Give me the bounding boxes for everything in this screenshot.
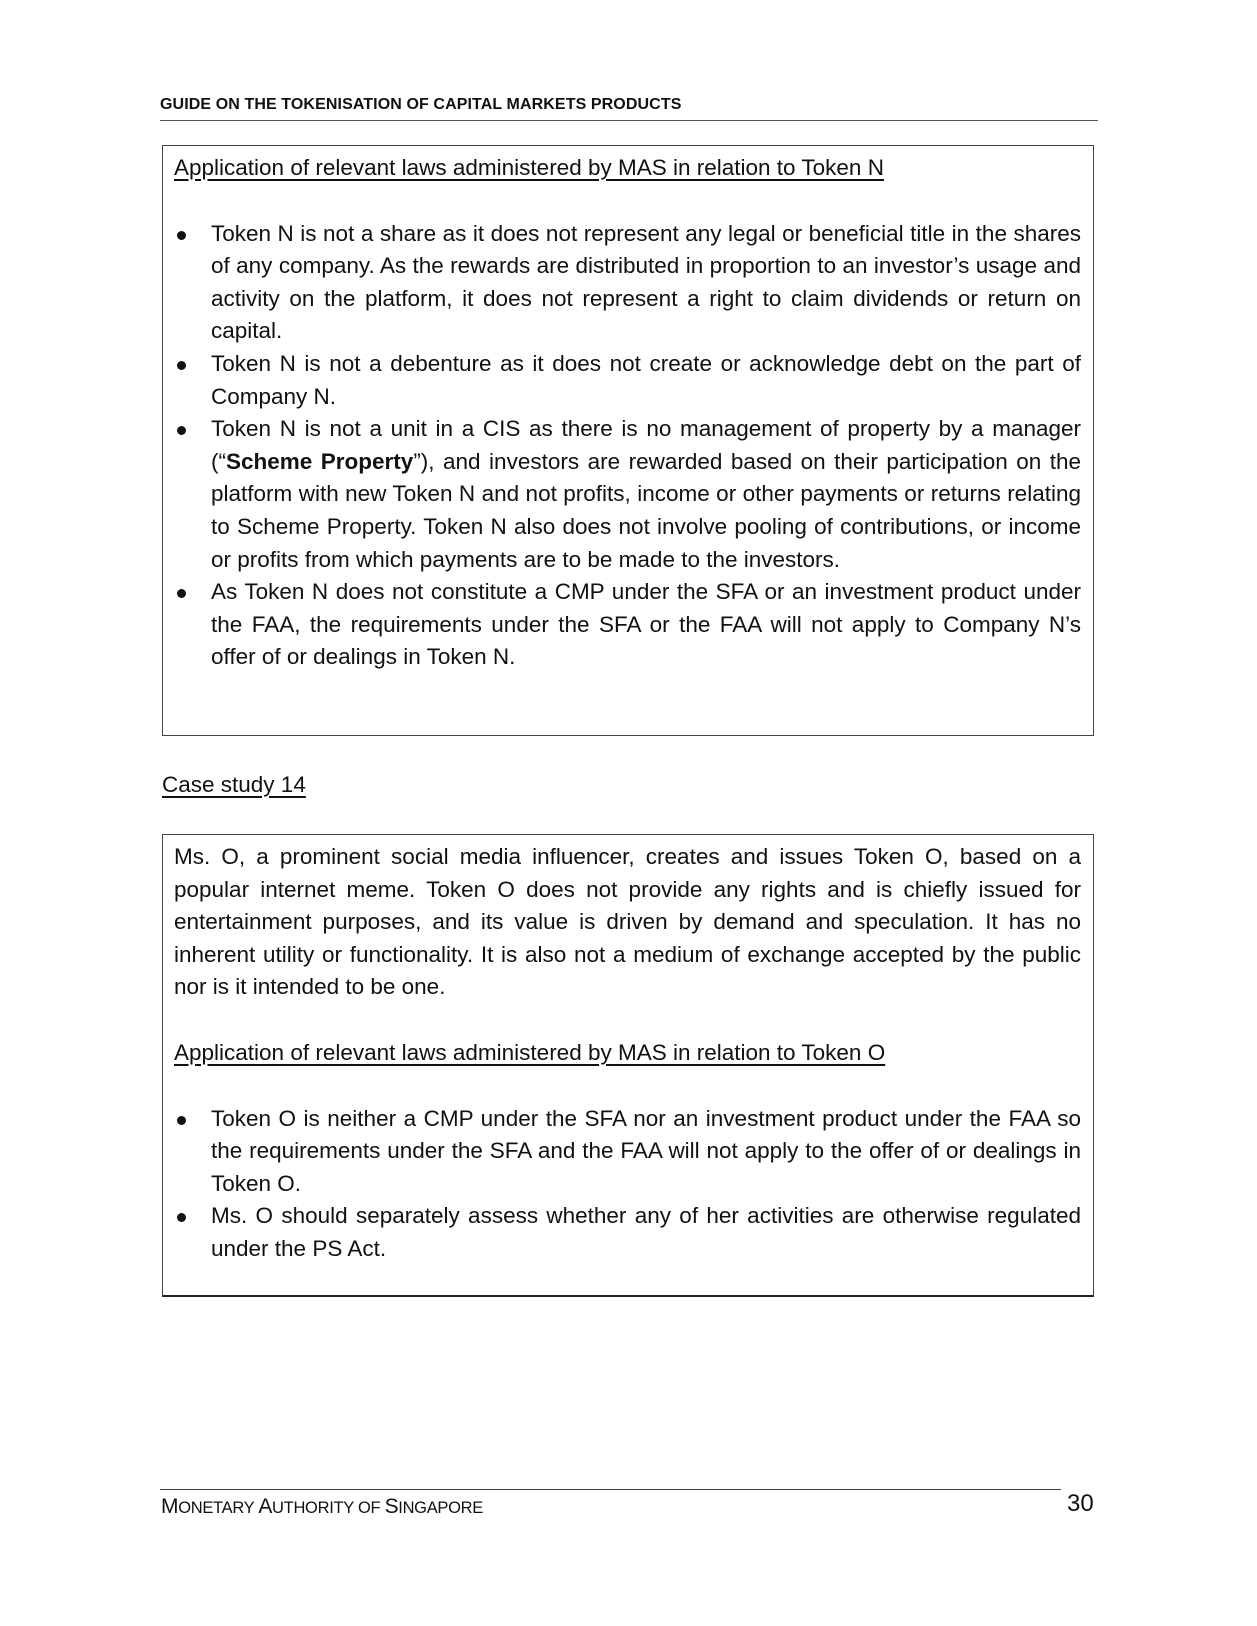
footer-divider: [160, 1489, 1061, 1490]
token-o-heading: Application of relevant laws administered by MAS in relation to Token O: [174, 1039, 886, 1065]
bullet-icon: [177, 426, 186, 435]
case-study-description: Ms. O, a prominent social media influencer, creates and issues Token O, based on a popular internet meme. Token O does not provide any rights and is chiefly issued for entertainment purposes, and its value is driven by demand and speculation. It has no inherent utility or functionality. It is also not a medium of exchange accepted by the public nor is it intended to be one.: [174, 844, 1081, 1000]
token-n-heading: Application of relevant laws administered by MAS in relation to Token N: [174, 155, 884, 180]
list-item: As Token N does not constitute a CMP under the SFA or an investment product under the FAA, the requirements under the SFA or the FAA will not apply to Company N’s offer of or dealings in Token N.: [174, 576, 1081, 674]
bullet-icon: [177, 1116, 186, 1125]
list-item: Ms. O should separately assess whether any of her activities are otherwise regulated under the PS Act.: [174, 1200, 1081, 1265]
bullet-icon: [177, 589, 186, 598]
case-study-title: Case study 14: [162, 772, 306, 797]
footer-organisation: MONETARY AUTHORITY OF SINGAPORE: [161, 1495, 483, 1518]
token-n-analysis-box: [162, 145, 1094, 736]
list-item: Token N is not a share as it does not represent any legal or beneficial title in the shares of any company. As the rewards are distributed in proportion to an investor’s usage and activity on the platform, it does not represent a right to claim dividends or return on capital.: [174, 218, 1081, 348]
list-item: Token N is not a debenture as it does not create or acknowledge debt on the part of Company N.: [174, 348, 1081, 413]
bullet-icon: [177, 1213, 186, 1222]
list-item: Token O is neither a CMP under the SFA nor an investment product under the FAA so the requirements under the SFA and the FAA will not apply to the offer of or dealings in Token O.: [174, 1103, 1081, 1201]
page-number: 30: [1067, 1490, 1094, 1517]
case-study-14-box: [162, 834, 1094, 1297]
bullet-icon: [177, 231, 186, 240]
list-item: Token N is not a unit in a CIS as there is no management of property by a manager (“Scheme Property”), and investors are rewarded based on their participation on the platform with new Token N and not profits, income or other payments or returns relating to Scheme Property. Token N also does not involve pooling of contributions, or income or profits from which payments are to be made to the investors.: [174, 413, 1081, 576]
token-o-bullet-list: [174, 1103, 1081, 1266]
running-header: GUIDE ON THE TOKENISATION OF CAPITAL MARKETS PRODUCTS: [160, 96, 1098, 121]
bullet-icon: [177, 361, 186, 370]
token-n-bullet-list: [174, 218, 1081, 674]
defined-term: Scheme Property: [226, 448, 414, 474]
